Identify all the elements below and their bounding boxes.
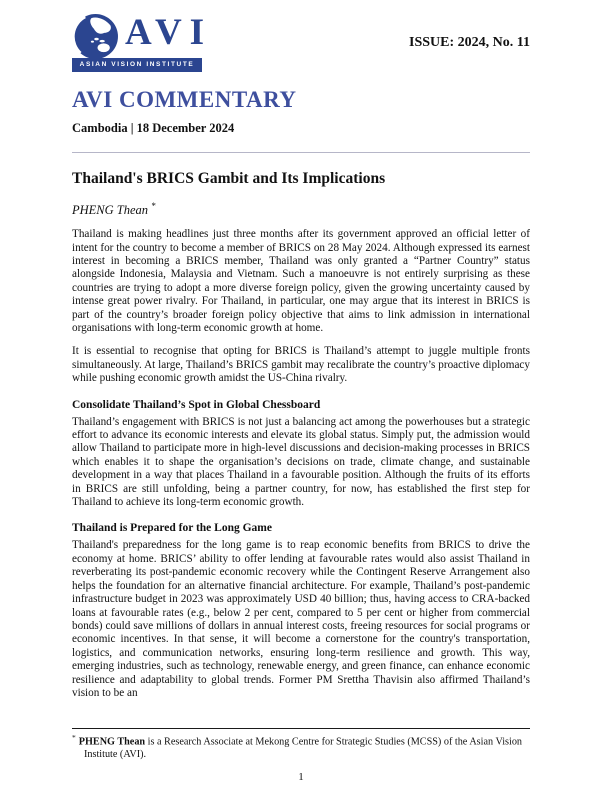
paragraph: Thailand’s engagement with BRICS is not just a balancing act among the powerhouses but a strategic effort to advance its economic interests and elevate its global status. Simply put, the admission would allow Thailand to participate more in high-level discussions and decision-making processes in BRICS which enables it to shape the organisation’s decisions on trade, climate change, and sustainable development in a way that places Thailand in a favourable position. Although the fruits of its efforts in BRICS are still unfolding, being a partner country, for now, has established the first step for Thailand to achieve its long-term economic growth. <box>72 415 530 509</box>
dateline: Cambodia | 18 December 2024 <box>72 121 235 135</box>
header <box>72 10 530 72</box>
author-line <box>72 201 530 218</box>
series-title: AVI COMMENTARY <box>72 87 297 112</box>
footnote <box>72 732 530 762</box>
footnote-rule <box>72 728 530 729</box>
paragraph: Thailand's preparedness for the long game is to reap economic benefits from BRICS to drive the economy at home. BRICS’ ability to offer lending at favourable rates would also assist Thailand in reverberating its post-pandemic economic recovery while the Contingent Reserve Arrangement also helps the foundation for an alternative financial architecture. For example, Thailand’s post-pandemic infrastructure budget in 2023 was approximately USD 40 billion; thus, having access to CRA-backed loans at favourable rates (e.g., below 2 per cent, compared to 5 per cent or higher from commercial bonds) could save millions of dollars in annual interest costs, freeing resources for social programs or economic incentives. In that sense, it will become a cornerstone for the country's transportation, logistics, and communication networks, ensuring long-term resilience and growth. This way, emerging industries, such as technology, renewable energy, and green finance, can enhance economic resilience and adaptability to global trends. Former PM Srettha Thavisin also affirmed Thailand’s vision to be an <box>72 539 530 699</box>
avi-logo <box>72 10 292 72</box>
footnote-text: is a Research Associate at Mekong Centre for Strategic Studies (MCSS) of the Asian Vision Institute (AVI). <box>84 736 523 760</box>
paragraph: It is essential to recognise that opting for BRICS is Thailand’s attempt to juggle multiple fronts simultaneously. At large, Thailand’s BRICS gambit may recalibrate the country’s proactive diplomacy while pushing economic growth amidst the US-China rivalry. <box>72 345 530 385</box>
section-heading: Thailand is Prepared for the Long Game <box>72 522 272 535</box>
author-name: PHENG Thean <box>72 203 149 218</box>
author-footnote-marker: * <box>151 201 156 211</box>
article-title: Thailand's BRICS Gambit and Its Implications <box>72 170 386 187</box>
issue-label: ISSUE: 2024, No. 11 <box>409 35 530 50</box>
logo-banner: ASIAN VISION INSTITUTE <box>72 58 202 72</box>
paragraph: Thailand is making headlines just three months after its government approved an official letter of intent for the country to become a member of BRICS on 28 May 2024. Although expressed its earnest interest in becoming a BRICS member, Thailand was only granted a “Partner Country” status alongside Indonesia, Malaysia and Vietnam. Such a manoeuvre is not entirely surprising as these countries are trying to adopt a more diverse foreign policy, given the growing uncertainty caused by intense great power rivalry. For Thailand, in particular, one may argue that its interest in BRICS is part of the country’s broader foreign policy objective that aims to link admission in international organisations with long-term economic growth at home. <box>72 228 530 334</box>
header-rule <box>72 152 530 153</box>
page-footer <box>72 724 530 783</box>
logo-acronym: AVI <box>125 12 213 53</box>
page-number: 1 <box>298 770 304 783</box>
footnote-author: PHENG Thean <box>78 736 146 748</box>
section-heading: Consolidate Thailand’s Spot in Global Chessboard <box>72 398 321 411</box>
footnote-marker: * <box>72 733 76 742</box>
